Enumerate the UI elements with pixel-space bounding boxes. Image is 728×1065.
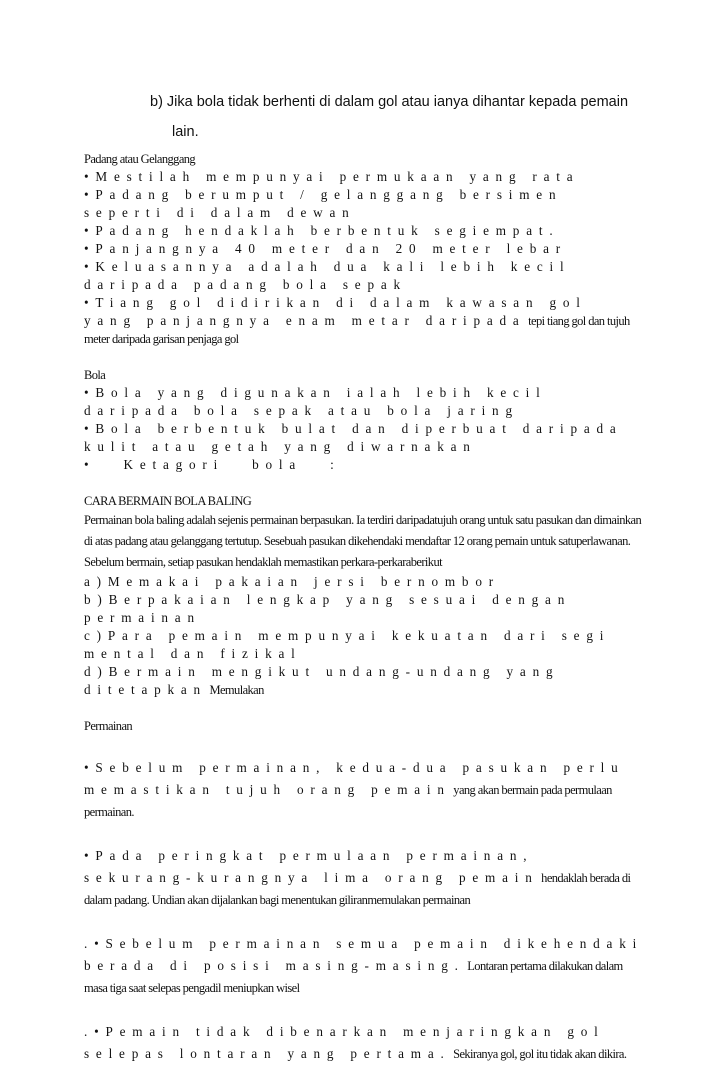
list-item: •Padang hendaklah berbentuk segiempat.	[84, 223, 560, 238]
permainan-item	[84, 933, 644, 999]
list-item-last	[84, 663, 644, 699]
list-item: a)Memakai pakaian jersi bernombor	[84, 574, 500, 589]
permainan-item-tail-text: Lontaran pertama dilakukan dalam masa tiga saat selepas pengadil meniupkan wisel	[84, 959, 623, 995]
list-item: •Padang berumput / gelanggang bersimen seperti di dalam dewan	[84, 187, 563, 220]
section-heading-cara-bermain: CARA BERMAIN BOLA BALING	[84, 494, 252, 508]
list-item-tail-text: tepi tiang gol dan tujuh meter daripada garisan penjaga gol	[84, 314, 630, 346]
permainan-item	[84, 845, 644, 911]
list-item: •Keluasannya adalah dua kali lebih kecil daripada padang bola sepak	[84, 259, 571, 292]
list-item: •Bola berbentuk bulat dan diperbuat daripada kulit atau getah yang diwarnakan	[84, 421, 623, 454]
permainan-item-wide-text: .•Sebelum permainan semua pemain dikehendaki berada di posisi masing-masing.	[84, 936, 644, 973]
permainan-item-wide-text: •Pada peringkat permulaan permainan, sekurang-kurangnya lima orang pemain	[84, 848, 539, 885]
list-item: •Mestilah mempunyai permukaan yang rata	[84, 169, 580, 184]
list-item: • Ketagori bola :	[84, 457, 341, 472]
list-item: b)Berpakaian lengkap yang sesuai dengan permainan	[84, 592, 572, 625]
list-item-wide-text: •Tiang gol didirikan di dalam kawasan gol yang panjangnya enam metar daripada	[84, 295, 587, 328]
section-heading-bola: Bola	[84, 368, 106, 382]
permainan-item-tail-text: Sekiranya gol, gol itu tidak akan dikira.	[450, 1047, 627, 1061]
document-body	[84, 150, 644, 1065]
intro-line-1: b) Jika bola tidak berhenti di dalam gol atau ianya dihantar kepada pemain	[150, 94, 629, 110]
permainan-item-tail-text: hendaklah berada di dalam padang. Undian akan dijalankan bagi menentukan giliranmemulakan permainan	[84, 871, 631, 907]
permainan-item-tail-text: yang akan bermain pada permulaan permainan.	[84, 783, 612, 819]
list-item-wide-text: d)Bermain mengikut undang-undang yang ditetapkan	[84, 664, 560, 697]
list-item-tiang	[84, 294, 644, 348]
list-item: c)Para pemain mempunyai kekuatan dari segi mental dan fizikal	[84, 628, 611, 661]
permainan-item	[84, 757, 644, 823]
intro-paragraph	[150, 87, 645, 147]
list-item-tail-text: Memulakan	[206, 683, 264, 697]
list-item: •Panjangnya 40 meter dan 20 meter lebar	[84, 241, 567, 256]
cara-bermain-paragraph: Permainan bola baling adalah sejenis permainan berpasukan. Ia terdiri daripadatujuh orang untuk satu pasukan dan dimainkan di atas padang atau gelanggang tertutup. Sesebuah pasukan dikehendaki mendaftar 12 orang pemain untuk satuperlawanan. Sebelum bermain, setiap pasukan hendaklah memastikan perkara-perkaraberikut	[84, 513, 642, 569]
permainan-item	[84, 1021, 644, 1065]
section-heading-permainan: Permainan	[84, 719, 133, 733]
intro-line-2: lain.	[172, 124, 199, 140]
permainan-item-wide-text: •Sebelum permainan, kedua-dua pasukan perlu memastikan tujuh orang pemain	[84, 760, 625, 797]
section-heading-padang: Padang atau Gelanggang	[84, 152, 196, 166]
permainan-item-wide-text: .•Pemain tidak dibenarkan menjaringkan gol selepas lontaran yang pertama.	[84, 1024, 605, 1061]
list-item: •Bola yang digunakan ialah lebih kecil daripada bola sepak atau bola jaring	[84, 385, 547, 418]
